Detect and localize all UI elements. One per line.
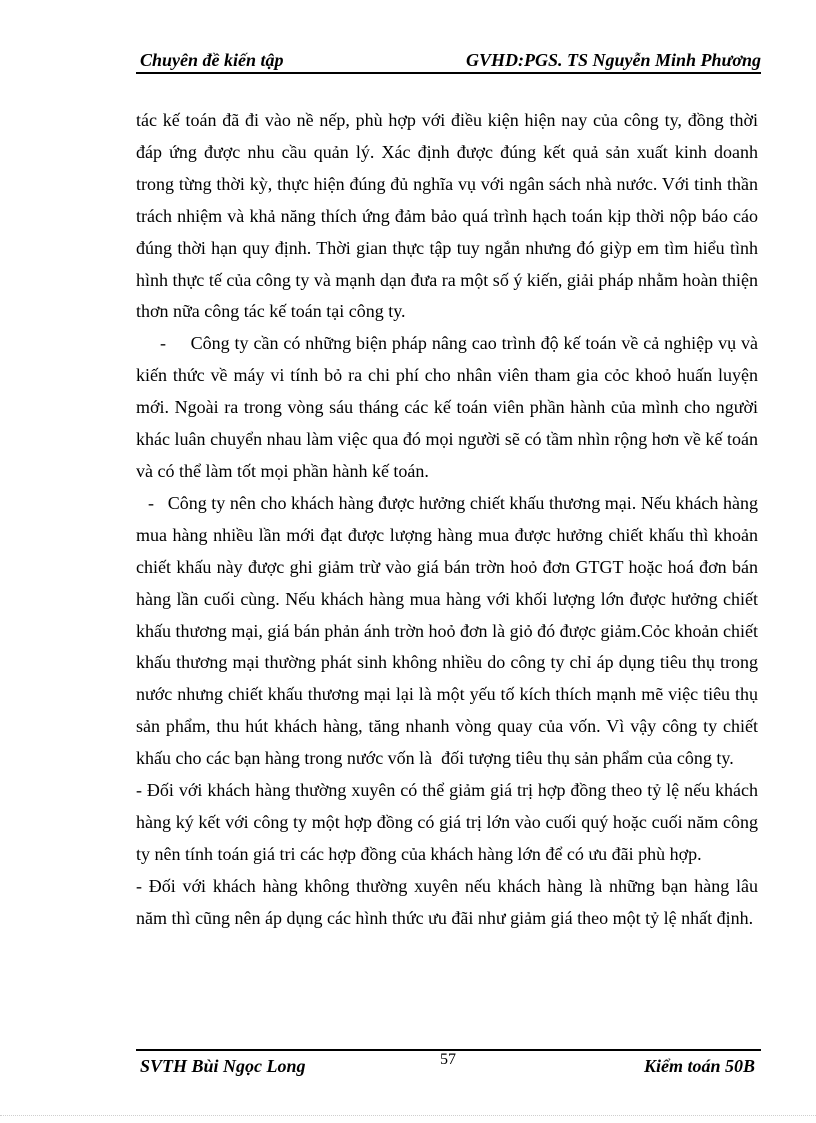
page-footer <box>136 1051 761 1080</box>
paragraph-4: - Đối với khách hàng thường xuyên có thể giảm giá trị hợp đồng theo tỷ lệ nếu khách hàng ký kết với công ty một hợp đồng có giá trị lớn vào cuối quý hoặc cuối năm công ty nên tính toán giá tri các hợp đồng của khách hàng lớn để có ưu đãi phù hợp. <box>136 780 758 864</box>
page-number: 57 <box>440 1051 456 1068</box>
footer-author: SVTH Bùi Ngọc Long <box>140 1056 306 1076</box>
paragraph-5: - Đối với khách hàng không thường xuyên nếu khách hàng là những bạn hàng lâu năm thì cũng nên áp dụng các hình thức ưu đãi như giảm giá theo một tỷ lệ nhất định. <box>136 875 758 928</box>
paragraph-2: - Công ty cần có những biện pháp nâng cao trình độ kế toán về cả nghiệp vụ và kiến thức về máy vi tính bỏ ra chi phí cho nhân viên tham gia cỏc khoỏ huấn luyện mới. Ngoài ra trong vòng sáu tháng các kế toán viên phần hành của mình cho người khác luân chuyển nhau làm việc qua đó mọi người sẽ có tầm nhìn rộng hơn về kế toán và có thể làm tốt mọi phần hành kế toán. <box>136 333 763 481</box>
header-title: Chuyên đề kiến tập <box>140 50 284 70</box>
page-edge-divider <box>0 1115 816 1116</box>
footer-class: Kiểm toán 50B <box>643 1056 755 1076</box>
paragraph-1: tác kế toán đã đi vào nề nếp, phù hợp với điều kiện hiện nay của công ty, đồng thời đáp ứng được nhu cầu quản lý. Xác định được đúng kết quả sản xuất kinh doanh trong từng thời kỳ, thực hiện đúng đủ nghĩa vụ với ngân sách nhà nước. Với tinh thần trách nhiệm và khả năng thích ứng đảm bảo quá trình hạch toán kịp thời nộp báo cáo đúng thời hạn quy định. Thời gian thực tập tuy ngắn nhưng đó giỳp em tìm hiểu tình hình thực tế của công ty và mạnh dạn đưa ra một số ý kiến, giải pháp nhằm hoàn thiện thơn nữa công tác kế toán tại công ty. <box>136 110 758 322</box>
page-header <box>136 48 761 74</box>
document-body <box>136 105 763 935</box>
header-supervisor: GVHD:PGS. TS Nguyễn Minh Phương <box>466 50 761 70</box>
paragraph-3: - Công ty nên cho khách hàng được hưởng chiết khấu thương mại. Nếu khách hàng mua hàng nhiều lần mới đạt được lượng hàng mua được hưởng chiết khấu thì khoản chiết khấu này được ghi giảm trừ vào giá bán trờn hoỏ đơn GTGT hoặc hoá đơn bán hàng lần cuối cùng. Nếu khách hàng mua hàng với khối lượng lớn được hưởng chiết khấu thương mại, giá bán phản ánh trờn hoỏ đơn là giỏ đó được giảm.Cỏc khoản chiết khấu thương mại thường phát sinh không nhiều do công ty chỉ áp dụng tiêu thụ trong nước nhưng chiết khấu thương mại lại là một yếu tố kích thích mạnh mẽ việc tiêu thụ sản phẩm, thu hút khách hàng, tăng nhanh vòng quay của vốn. Vì vậy công ty chiết khấu cho các bạn hàng trong nước vốn là đối tượng tiêu thụ sản phẩm của công ty. <box>136 492 763 769</box>
